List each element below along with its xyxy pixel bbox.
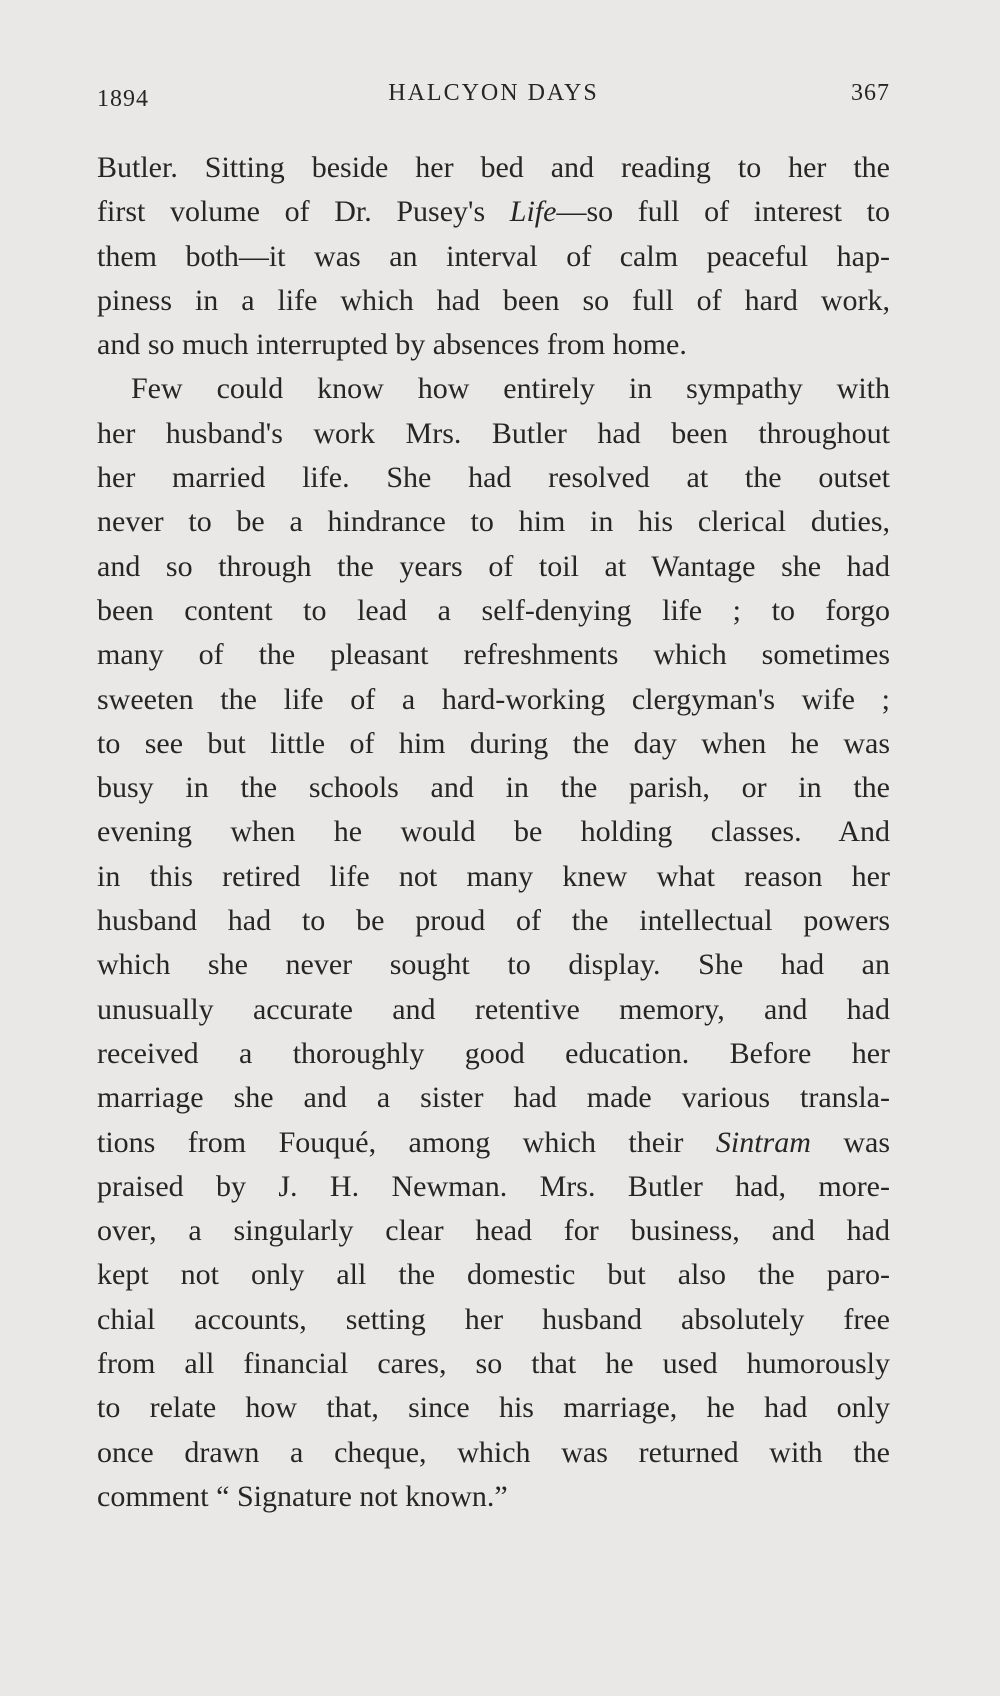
page-number: 367 — [851, 80, 890, 106]
chapter-title: HALCYON DAYS — [388, 80, 599, 106]
text-line: piness in a life which had been so full of hard work, — [97, 283, 890, 317]
text-line: Butler. Sitting beside her bed and reading to her the — [97, 151, 890, 184]
text-line: marriage she and a sister had made various transla- — [97, 1081, 890, 1115]
text-line: and so through the years of toil at Wantage she had — [97, 549, 890, 583]
text-line: Few could know how entirely in sympathy with — [131, 372, 890, 406]
text-line: received a thoroughly good education. Before her — [97, 1036, 890, 1070]
text-line: never to be a hindrance to him in his clerical duties, — [97, 505, 890, 539]
text-line: them both—it was an interval of calm peaceful hap- — [97, 239, 890, 273]
text-line: once drawn a cheque, which was returned with the — [97, 1435, 890, 1469]
text-line: from all financial cares, so that he used humorously — [97, 1347, 890, 1381]
italic-title: Sintram — [715, 1125, 811, 1159]
text-line: and so much interrupted by absences from home. — [97, 328, 687, 362]
text-line: chial accounts, setting her husband absolutely free — [97, 1302, 890, 1336]
text-line: kept not only all the domestic but also the paro- — [97, 1258, 890, 1292]
text-line: unusually accurate and retentive memory, and had — [97, 992, 890, 1026]
text-line: over, a singularly clear head for business, and had — [97, 1214, 890, 1248]
text-line: praised by J. H. Newman. Mrs. Butler had, more- — [97, 1169, 890, 1203]
text-line: evening when he would be holding classes. And — [97, 815, 890, 849]
italic-title: Life — [509, 195, 557, 229]
text-line: her husband's work Mrs. Butler had been throughout — [97, 416, 890, 450]
text-line: busy in the schools and in the parish, or in the — [97, 771, 890, 805]
text-line: in this retired life not many knew what reason her — [97, 859, 890, 893]
text-line: many of the pleasant refreshments which sometimes — [97, 638, 890, 672]
body-text — [97, 146, 890, 1519]
page-year: 1894 — [97, 86, 149, 112]
text-line: been content to lead a self-denying life ; to forgo — [97, 593, 890, 627]
text-line: tions from Fouqué, among which their Sintram was — [97, 1125, 891, 1159]
running-head — [97, 80, 890, 120]
text-line: which she never sought to display. She had an — [97, 948, 890, 982]
text-line: to relate how that, since his marriage, he had only — [97, 1391, 890, 1425]
text-line: her married life. She had resolved at the outset — [97, 461, 890, 495]
text-line: to see but little of him during the day when he was — [97, 726, 890, 760]
text-line: comment “ Signature not known.” — [97, 1479, 508, 1513]
text-line: husband had to be proud of the intellectual powers — [97, 904, 890, 938]
text-line: sweeten the life of a hard-working clergyman's wife ; — [97, 682, 890, 716]
text-line: first volume of Dr. Pusey's Life—so full of interest to — [97, 195, 890, 229]
